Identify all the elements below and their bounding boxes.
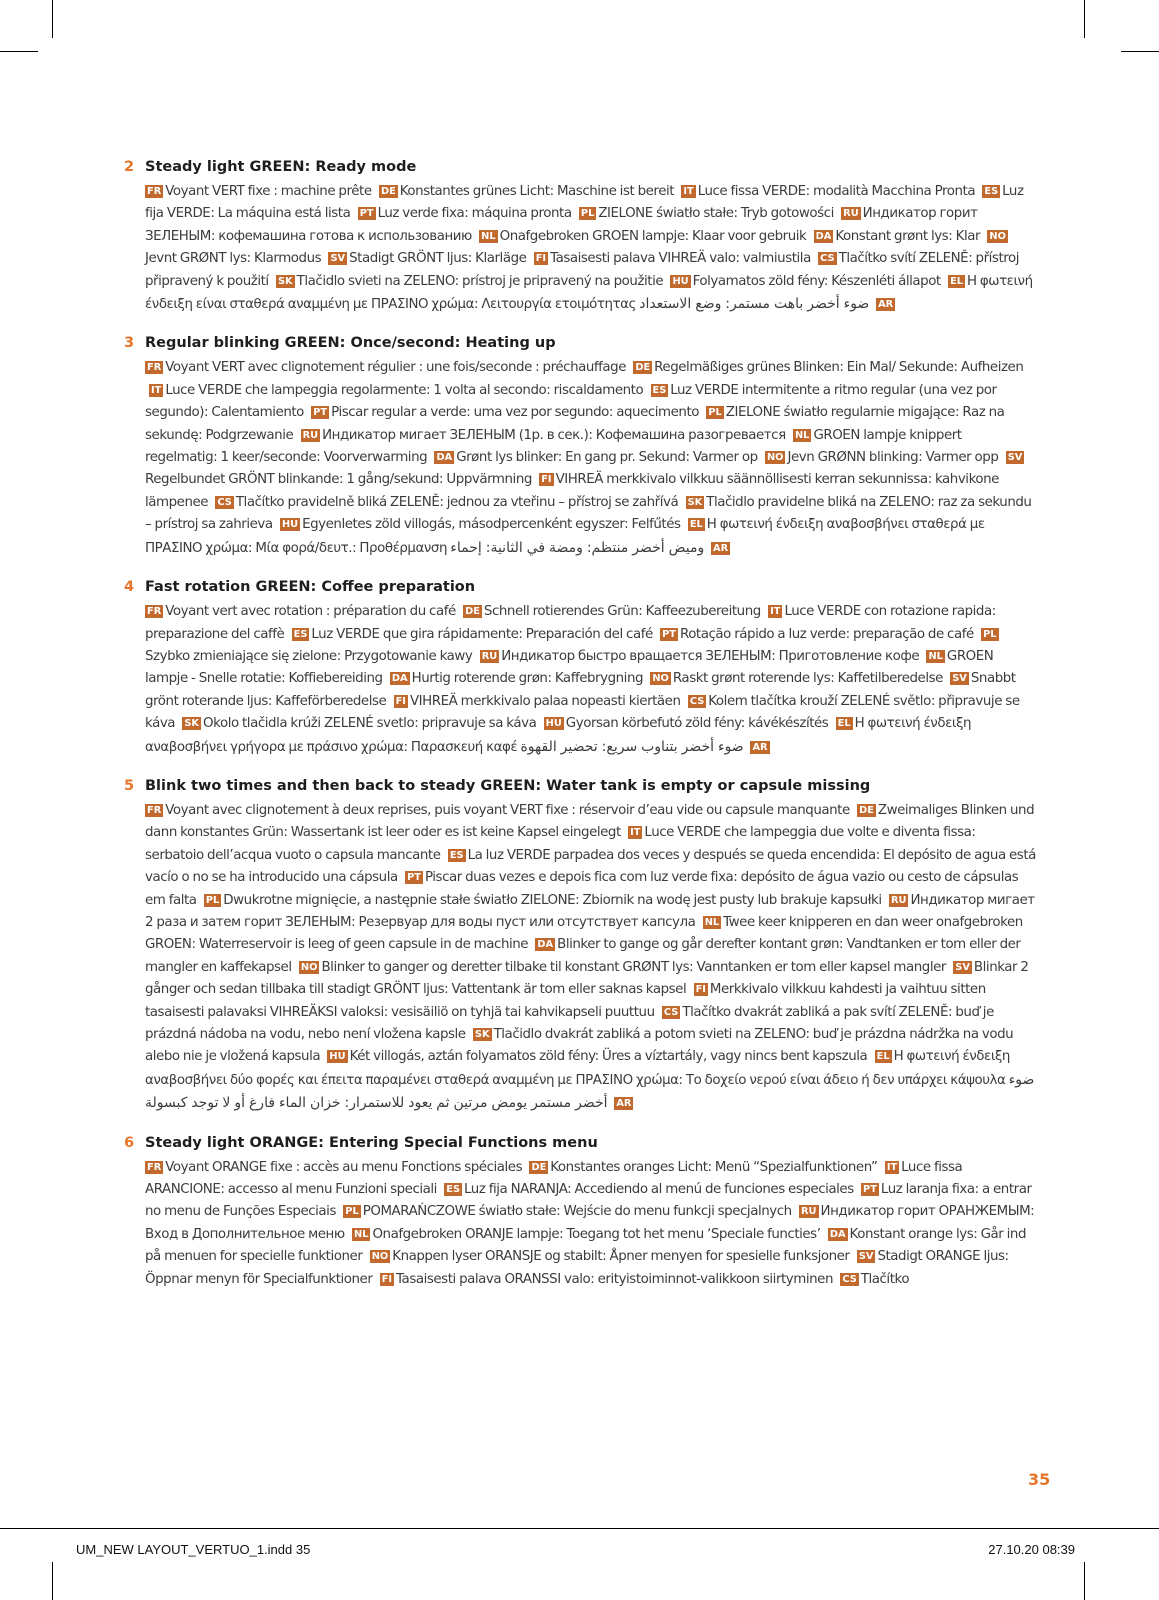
translation-text: Kolem tlačítka krouží ZELENÉ světlo: připravuje se káva: [145, 693, 1020, 732]
translation-text: Stadigt GRÖNT ljus: Klarläge: [349, 251, 527, 267]
translation-da: [810, 229, 980, 244]
language-badge: DA: [537, 939, 554, 951]
language-badge: FR: [147, 186, 162, 197]
translation-text: La luz VERDE parpadea dos veces y después se queda encendida: El depósito de agua está vacío o no se ha introducido una cápsula: [145, 847, 1036, 886]
language-badge: IT: [683, 186, 694, 197]
translation-text: Egyenletes zöld villogás, másodpercenként egyszer: Felfűtés: [302, 517, 681, 533]
section-body: [124, 800, 1036, 1116]
language-badge: NL: [704, 916, 720, 928]
section-heading: [124, 1132, 1036, 1154]
translation-text: Okolo tlačidla krúži ZELENÉ svetlo: pripravuje sa káva: [203, 716, 537, 732]
translation-pl: [575, 206, 834, 221]
translation-text: Η φωτεινή ένδειξη αναβοσβήνει δύο φορές και έπειτα παραμένει σταθερά αναμμένη με ΠΡΑΣΙΝΟ χρώμα: Το δοχείο νερού είναι άδειο ή δεν υπάρχει κάψουλα: [145, 1049, 1010, 1088]
language-badge: FR: [147, 1161, 162, 1173]
translation-no: [761, 450, 998, 465]
section-5: [124, 775, 1036, 1116]
translation-da: [386, 671, 643, 686]
translation-text: Tlačidlo svieti na ZELENO: prístroj je pripravený na použitie: [296, 273, 664, 289]
translation-text: Szybko zmieniające się zielone: Przygotowanie kawy: [145, 648, 473, 664]
translation-text: Индикатор горит ОРАНЖЕМЫМ: Вход в Дополнительное меню: [145, 1204, 1035, 1242]
language-badge: EL: [689, 519, 703, 531]
language-badge: NL: [354, 1228, 369, 1240]
translation-de: [525, 1160, 877, 1175]
translation-text: Jevnt GRØNT lys: Klarmodus: [145, 251, 322, 267]
translation-text: Индикатор горит ЗЕЛЕНЫМ: кофемашина готова к использованию: [145, 206, 978, 244]
section-heading: [124, 576, 1036, 598]
language-badge: EL: [876, 1051, 890, 1063]
translation-text: Luce VERDE con rotazione rapida: preparazione del caffè: [145, 604, 996, 642]
language-badge: NO: [989, 230, 1006, 242]
language-badge: PT: [863, 1184, 877, 1196]
translation-cs: [836, 1272, 909, 1287]
language-badge: IT: [770, 606, 781, 618]
translation-text: Индикатор мигает 2 раза и затем горит ЗЕЛЕНЫМ: Резервуар для воды пуст или отсутствует капсула: [145, 892, 1035, 930]
language-badge: DE: [859, 804, 874, 816]
translation-text: Voyant avec clignotement à deux reprises, puis voyant VERT fixe : réservoir d’eau vide ou capsule manquante: [165, 802, 850, 818]
instructions-content: [124, 156, 1036, 1307]
translation-text: Piscar duas vezes e depois fica com luz verde fixa: depósito de água vazio ou cesto de cápsulas em falta: [145, 870, 1019, 908]
section-number: 5: [124, 777, 135, 794]
translation-de: [459, 604, 761, 619]
translation-text: Snabbt grönt roterande ljus: Kaffeförberedelse: [145, 671, 1016, 709]
translation-pl: [339, 1204, 791, 1219]
slug-timestamp: 27.10.20 08:39: [988, 1542, 1075, 1557]
language-badge: RU: [801, 1206, 817, 1218]
language-badge: DE: [635, 362, 651, 374]
translation-ru: [476, 649, 919, 664]
language-badge: NO: [300, 961, 318, 973]
translation-text: Luce fissa ARANCIONE: accesso al menu Funzioni speciali: [145, 1159, 963, 1198]
section-heading: [124, 775, 1036, 797]
translation-pl: [200, 893, 882, 908]
translation-fr: [145, 803, 850, 818]
translation-text: Konstantes grünes Licht: Maschine ist bereit: [399, 184, 675, 199]
translation-cs: [211, 495, 678, 510]
language-badge: SV: [1007, 452, 1023, 464]
translation-text: Luce VERDE che lampeggia due volte e diventa fissa: serbatoio dell’acqua vuoto o capsula mancante: [145, 825, 976, 863]
translation-text: Onafgebroken GROEN lampje: Klaar voor gebruik: [499, 228, 807, 244]
language-badge: SK: [474, 1029, 490, 1040]
language-badge: SV: [952, 673, 967, 685]
translation-it: [145, 383, 643, 398]
language-badge: HU: [545, 718, 562, 730]
language-badge: HU: [281, 519, 299, 531]
translation-text: Dwukrotne mignięcie, a następnie stałe światło ZIELONE: Zbiornik na wodę jest pusty lub brakuje kapsułki: [223, 892, 882, 908]
language-badge: FR: [147, 606, 162, 618]
language-badge: EL: [837, 718, 851, 730]
translation-text: Folyamatos zöld fény: Készenléti állapot: [692, 273, 941, 289]
language-badge: SV: [858, 1251, 874, 1263]
section-body: [124, 181, 1036, 316]
translation-ar: [520, 740, 771, 755]
language-badge: AR: [616, 1098, 632, 1110]
section-title: Blink two times and then back to steady GREEN: Water tank is empty or capsule missing: [145, 777, 871, 794]
language-badge: SV: [330, 253, 346, 265]
language-badge: AR: [713, 542, 729, 554]
slug-filename: UM_NEW LAYOUT_VERTUO_1.indd 35: [76, 1542, 311, 1557]
translation-hu: [276, 517, 681, 532]
section-body: [124, 1157, 1036, 1291]
translation-text: VIHREÄ merkkivalo palaa nopeasti kiertäen: [409, 693, 681, 709]
crop-mark: [1084, 1562, 1085, 1600]
language-badge: IT: [151, 384, 162, 396]
language-badge: RU: [481, 650, 498, 662]
translation-text: Hurtig roterende grøn: Kaffebrygning: [411, 671, 644, 687]
language-badge: RU: [302, 429, 319, 441]
translation-text: Luce fissa VERDE: modalità Macchina Pronta: [697, 184, 976, 199]
language-badge: IT: [886, 1161, 898, 1173]
translation-da: [430, 450, 757, 465]
language-badge: SK: [278, 275, 293, 287]
translation-no: [366, 1249, 850, 1264]
translation-fr: [145, 1160, 522, 1175]
translation-fr: [145, 360, 626, 375]
translation-text: Tlačidlo pravidelne bliká na ZELENO: raz za sekundu – prístroj sa zahrieva: [145, 494, 1032, 533]
translation-text: Konstant orange lys: Går ind på menuen for specielle funktioner: [145, 1226, 1026, 1265]
translation-text: Tasaisesti palava ORANSSI valo: erityistoiminnot-valikkoon siirtyminen: [396, 1271, 834, 1287]
language-badge: EL: [950, 275, 963, 287]
language-badge: PT: [662, 628, 676, 640]
translation-text: Blinkar 2 gånger och sedan tillbaka till stadigt GRÖNT ljus: Vattentank är tom eller saknas kapsel: [145, 959, 1029, 998]
translation-es: [288, 627, 653, 642]
translation-text: Voyant VERT avec clignotement régulier : une fois/seconde : préchauffage: [165, 360, 627, 376]
translation-text: Индикатор мигает ЗЕЛЕНЫМ (1р. в сек.): Кофемашина разогревается: [322, 427, 786, 443]
translation-hu: [540, 716, 829, 731]
translation-text: وميض أخضر منتظم: ومضة في الثانية: إحماء: [450, 539, 705, 556]
translation-text: ضوء أخضر باهت مستمر: وضع الاستعداد: [639, 296, 870, 313]
language-badge: PL: [983, 628, 997, 640]
translation-text: Rotação rápido a luz verde: preparação de café: [679, 626, 974, 642]
translation-text: Blinker to gange og går derefter kontant grøn: Vandtanken er tom eller der mangler en kaffekapsel: [145, 937, 1021, 975]
translation-sv: [324, 251, 526, 266]
translation-fi: [390, 694, 681, 709]
language-badge: SV: [955, 961, 970, 973]
language-badge: PT: [359, 208, 374, 220]
translation-text: Voyant vert avec rotation : préparation du café: [165, 604, 456, 620]
translation-no: [646, 671, 943, 686]
section-title: Steady light ORANGE: Entering Special Functions menu: [145, 1134, 598, 1151]
crop-mark: [1121, 51, 1159, 52]
language-badge: CS: [820, 253, 835, 265]
translation-text: Tlačidlo dvakrát zabliká a potom svieti na ZELENO: buď je prázdna nádržka na vodu alebo nie je vložená kapsula: [145, 1027, 1014, 1065]
section-heading: [124, 156, 1036, 178]
language-badge: ES: [984, 186, 999, 197]
language-badge: DE: [380, 186, 396, 197]
section-title: Steady light GREEN: Ready mode: [145, 159, 417, 175]
translation-text: Onafgebroken ORANJE lampje: Toegang tot het menu ‘Speciale functies’: [372, 1226, 821, 1242]
section-heading: [124, 332, 1036, 354]
section-number: 2: [124, 159, 135, 175]
language-badge: FI: [395, 695, 406, 707]
translation-text: Konstantes oranges Licht: Menü “Spezialfunktionen”: [550, 1159, 878, 1175]
language-badge: ES: [446, 1184, 461, 1196]
section-number: 4: [124, 579, 135, 596]
translation-text: Knappen lyser ORANSJE og stabilt: Åpner menyen for spesielle funksjoner: [392, 1249, 850, 1265]
language-badge: RU: [843, 208, 859, 220]
translation-fr: [145, 604, 456, 619]
translation-text: GROEN lampje knippert regelmatig: 1 keer/seconde: Voorverwarming: [145, 427, 962, 466]
section-6: [124, 1132, 1036, 1291]
translation-fi: [530, 251, 811, 266]
language-badge: DE: [465, 606, 480, 618]
language-badge: FI: [535, 253, 547, 265]
language-badge: ES: [652, 384, 667, 396]
translation-de: [629, 360, 1023, 375]
language-badge: AR: [878, 299, 894, 311]
translation-text: Luz fija VERDE: La máquina está lista: [145, 184, 1024, 222]
translation-text: Luz verde fixa: máquina pronta: [377, 206, 572, 222]
language-badge: ES: [293, 628, 308, 640]
language-badge: DE: [531, 1161, 547, 1173]
crop-mark: [52, 1562, 53, 1600]
language-badge: FI: [541, 474, 552, 486]
translation-text: Jevn GRØNN blinking: Varmer opp: [787, 450, 999, 466]
section-4: [124, 576, 1036, 759]
translation-text: Piscar regular a verde: uma vez por segundo: aquecimento: [331, 405, 700, 421]
translation-text: Voyant ORANGE fixe : accès au menu Fonctions spéciales: [165, 1159, 523, 1175]
translation-nl: [348, 1227, 821, 1242]
language-badge: HU: [329, 1051, 346, 1063]
language-badge: DA: [436, 452, 453, 464]
language-badge: FR: [147, 804, 162, 816]
translation-text: ZIELONE światło regularnie migające: Raz na sekundę: Podgrzewanie: [145, 405, 1005, 443]
language-badge: DA: [829, 1228, 846, 1240]
translation-pt: [656, 627, 974, 642]
translation-text: Luz VERDE intermitente a ritmo regular (una vez por segundo): Calentamiento: [145, 382, 997, 421]
language-badge: CS: [689, 695, 705, 707]
translation-de: [375, 184, 674, 199]
section-title: Fast rotation GREEN: Coffee preparation: [145, 579, 476, 596]
language-badge: DA: [391, 673, 408, 685]
language-badge: NL: [481, 230, 496, 242]
translation-es: [440, 1182, 853, 1197]
section-number: 3: [124, 335, 135, 352]
translation-text: Tlačítko svítí ZELENĚ: přístroj připravený k použití: [145, 251, 1020, 289]
language-badge: PL: [580, 208, 595, 220]
section-2: [124, 156, 1036, 316]
language-badge: NL: [928, 650, 943, 662]
translation-text: Gyorsan körbefutó zöld fény: kávékészítés: [565, 716, 829, 732]
translation-text: Schnell rotierendes Grün: Kaffeezubereitung: [483, 604, 761, 620]
translation-ar: [639, 297, 897, 312]
translation-text: Tlačítko dvakrát zabliká a pak svítí ZELENĚ: buď je prázdná nádoba na vodu, nebo není vložena kapsle: [145, 1004, 994, 1042]
section-3: [124, 332, 1036, 560]
translation-text: Raskt grønt roterende lys: Kaffetilberedelse: [672, 671, 943, 687]
section-body: [124, 357, 1036, 560]
translation-fr: [145, 184, 372, 199]
translation-text: VIHREÄ merkkivalo vilkkuu säännöllisesti kerran sekunnissa: kahvikone lämpenee: [145, 472, 999, 510]
translation-ar: [450, 541, 732, 556]
translation-text: ضوء أخضر مستمر يومض مرتين ثم يعود للاستمرار: خزان الماء فارغ أو لا توجد كبسولة: [145, 1071, 1035, 1112]
language-badge: NO: [766, 452, 784, 464]
language-badge: PT: [407, 872, 421, 884]
translation-pt: [307, 405, 699, 420]
translation-no: [295, 960, 946, 975]
translation-text: POMARAŃCZOWE światło stałe: Wejście do menu funkcji specjalnych: [362, 1204, 792, 1220]
language-badge: FI: [381, 1273, 393, 1285]
translation-nl: [475, 229, 806, 244]
crop-mark: [0, 51, 38, 52]
translation-text: Merkkivalo vilkkuu kahdesti ja vaihtuu sitten tasaisesti palavaksi VIHREÄKSI valoksi: vesisäiliö on tyhjä tai kahvikapseli puuttuu: [145, 982, 986, 1020]
language-badge: CS: [842, 1273, 857, 1285]
translation-text: ضوء أخضر بتناوب سريع: تحضير القهوة: [520, 738, 744, 755]
translation-fi: [376, 1272, 833, 1287]
language-badge: NL: [794, 429, 810, 441]
translation-text: Η φωτεινή ένδειξη είναι σταθερά αναμμένη με ΠΡΑΣΙΝΟ χρώμα: Λειτουργία ετοιμότητας: [145, 273, 1033, 313]
language-badge: FI: [695, 984, 706, 996]
translation-text: ZIELONE światło stałe: Tryb gotowości: [598, 206, 834, 222]
language-badge: SK: [687, 496, 703, 508]
translation-text: Két villogás, aztán folyamatos zöld fény: Üres a víztartály, vagy nincs bent kapszula: [349, 1049, 868, 1065]
language-badge: PL: [345, 1206, 359, 1218]
language-badge: DA: [815, 230, 832, 242]
language-badge: CS: [217, 496, 232, 508]
translation-pt: [354, 206, 572, 221]
translation-text: Tlačítko pravidelně bliká ZELENĚ: jednou za vteřinu – přístroj se zahřívá: [235, 494, 679, 510]
translation-text: Regelmäßiges grünes Blinken: Ein Mal/ Sekunde: Aufheizen: [654, 360, 1024, 376]
translation-text: Blinker to ganger og deretter tilbake til konstant GRØNT lys: Vanntanken er tom eller kapsel mangler: [321, 959, 946, 975]
translation-hu: [323, 1049, 867, 1064]
section-title: Regular blinking GREEN: Once/second: Heating up: [145, 335, 556, 352]
translation-text: Η φωτεινή ένδειξη αναβοσβήνει γρήγορα με πράσινο χρώμα: Παρασκευή καφέ: [145, 716, 972, 755]
translation-text: GROEN lampje - Snelle rotatie: Koffiebereiding: [145, 648, 994, 687]
language-badge: HU: [672, 275, 689, 287]
translation-text: Voyant VERT fixe : machine prête: [165, 184, 372, 199]
language-badge: PL: [205, 894, 220, 906]
page-number: 35: [1028, 1470, 1051, 1489]
language-badge: AR: [752, 741, 768, 753]
translation-hu: [666, 274, 940, 289]
translation-text: Luz VERDE que gira rápidamente: Preparación del café: [311, 626, 653, 642]
section-body: [124, 601, 1036, 759]
crop-mark: [52, 0, 53, 38]
translation-text: Zweimaliges Blinken und dann konstantes Grün: Wassertank ist leer oder es ist keine Kapsel eingelegt: [145, 802, 1035, 841]
translation-text: Η φωτεινή ένδειξη αναβοσβήνει σταθερά με ΠΡΑΣΙΝΟ χρώμα: Μία φορά/δευτ.: Προθέρμανση: [145, 517, 985, 556]
language-badge: NO: [652, 673, 669, 685]
language-badge: FR: [147, 362, 162, 374]
language-badge: PT: [313, 407, 328, 419]
language-badge: IT: [630, 827, 641, 839]
translation-ru: [297, 428, 786, 443]
translation-sk: [178, 716, 536, 731]
section-number: 6: [124, 1134, 135, 1151]
language-badge: CS: [663, 1006, 679, 1018]
language-badge: NO: [371, 1251, 389, 1263]
translation-text: Luz laranja fixa: a entrar no menu de Funções Especiais: [145, 1182, 1032, 1220]
translation-text: Tlačítko: [860, 1271, 910, 1287]
translation-text: Twee keer knipperen en dan weer onafgebroken GROEN: Waterreservoir is leeg of geen capsule in de machine: [145, 914, 1023, 953]
slug-divider: [0, 1528, 1159, 1529]
translation-text: Luce VERDE che lampeggia regolarmente: 1 volta al secondo: riscaldamento: [165, 382, 644, 398]
language-badge: ES: [449, 849, 464, 861]
language-badge: RU: [890, 894, 907, 906]
translation-text: Konstant grønt lys: Klar: [835, 228, 981, 244]
translation-text: Stadigt ORANGE ljus: Öppnar menyn för Specialfunktioner: [145, 1249, 1009, 1287]
translation-sk: [272, 274, 663, 289]
translation-it: [677, 184, 975, 199]
translation-text: Grønt lys blinker: En gang pr. Sekund: Varmer op: [456, 450, 758, 466]
translation-text: Luz fija NARANJA: Accediendo al menú de funciones especiales: [464, 1182, 854, 1198]
language-badge: PL: [708, 407, 722, 419]
language-badge: SK: [184, 718, 200, 730]
translation-text: Индикатор быстро вращается ЗЕЛЕНЫМ: Приготовление кофе: [501, 648, 920, 664]
translation-text: Regelbundet GRÖNT blinkande: 1 gång/sekund: Uppvärmning: [145, 472, 532, 488]
translation-text: Tasaisesti palava VIHREÄ valo: valmiustila: [550, 251, 811, 267]
crop-mark: [1084, 0, 1085, 38]
